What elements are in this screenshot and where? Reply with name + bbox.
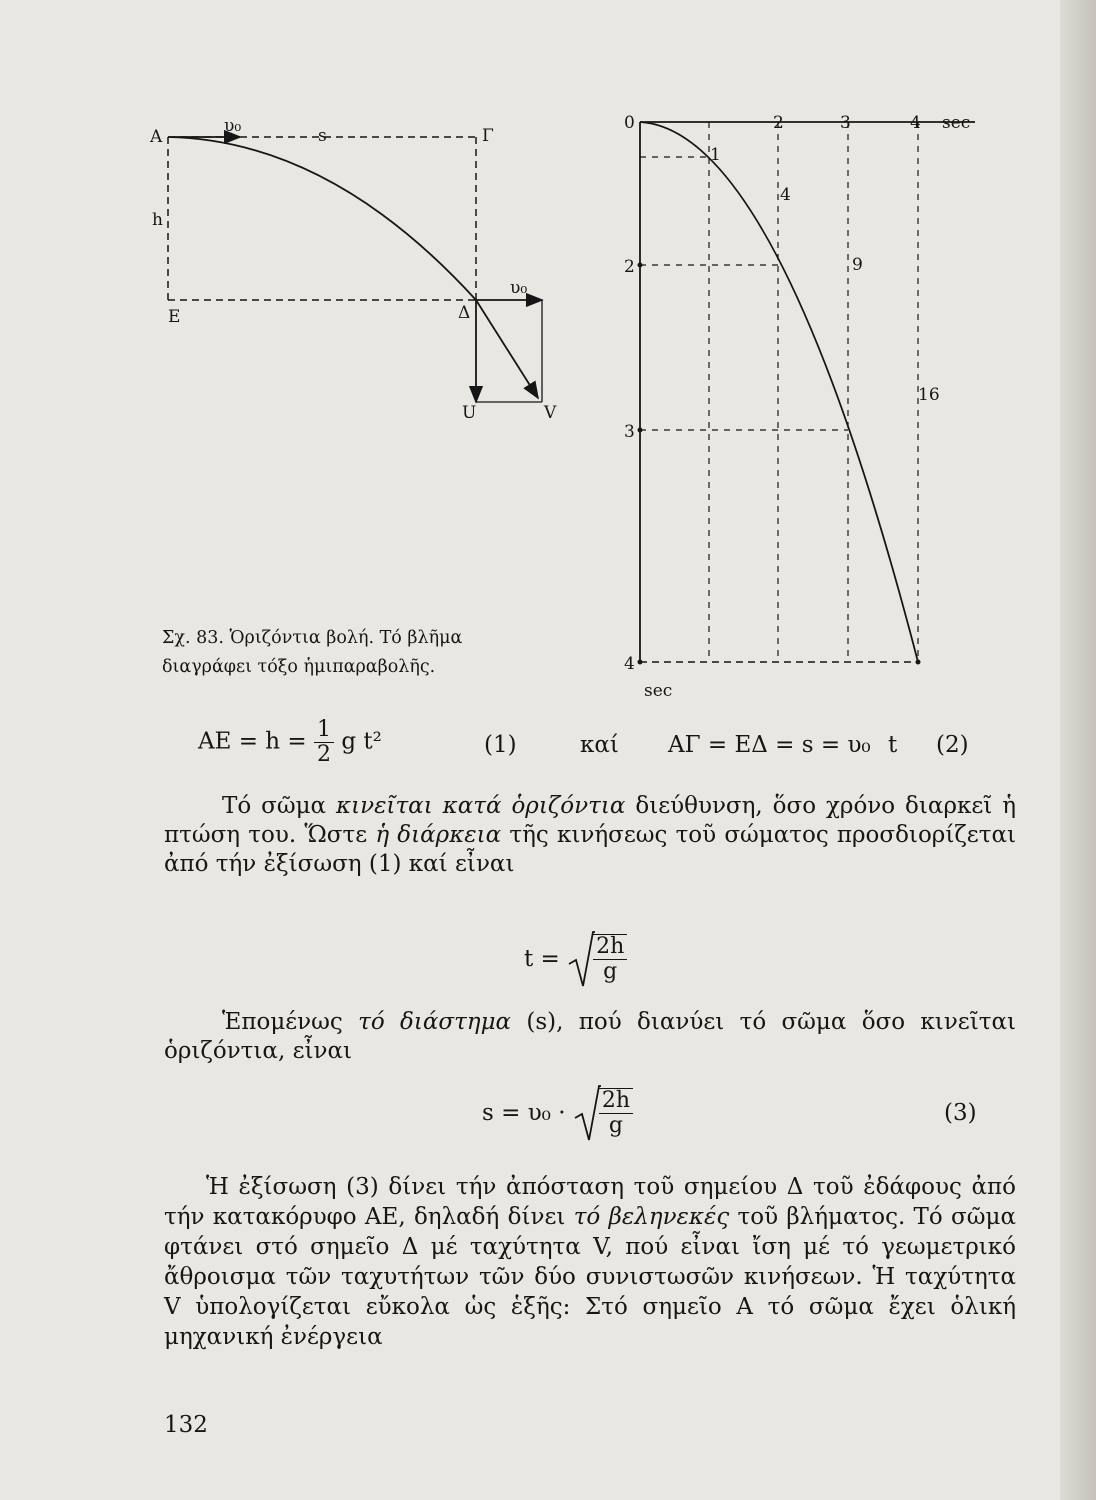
p3-c: τοῦ βλήματος. Τό σῶμα φτάνει στό σημεῖο Δ μέ ταχύτητα V, πού εἶναι ἴση μέ τό γεωμετρικό ἄθροισμα τῶν ταχυτήτων τῶν δύο συνιστωσῶν κινήσεων. Ἡ ταχύτητα V ὑπολογίζεται εὔκολα ὡς ἑξῆς: Στό σημεῖο A τό σῶμα ἔχει ὁλική μηχανική ἐνέργεια <box>164 1204 1016 1350</box>
label-E: E <box>168 307 181 327</box>
ytick-3: 3 <box>624 422 635 442</box>
paragraph-distance <box>164 1008 1016 1066</box>
eq2-rhs: AΓ = EΔ = s = υ₀ <box>668 732 871 758</box>
paragraph-velocity <box>164 1172 1016 1352</box>
eq3-den: g <box>608 1113 623 1138</box>
eq3-tag: (3) <box>944 1100 977 1126</box>
p2-c: (s), πού διανύει τό σῶμα ὅσο κινεῖται ὁριζόντια, εἶναι <box>164 1009 1017 1064</box>
p3-b: τό βεληνεκές <box>573 1204 730 1230</box>
eq-conj: καί <box>580 732 619 758</box>
tick-3: 3 <box>840 113 851 133</box>
caption-line-1: Σχ. 83. Ὁριζόντια βολή. Τό βλῆμα <box>162 628 463 648</box>
p1-d: ἡ διάρκεια <box>375 822 502 848</box>
caption-line-2: διαγράφει τόξο ἡμιπαραβολῆς. <box>162 657 436 677</box>
eq1-num: 1 <box>314 718 334 743</box>
eq3-num: 2h <box>599 1089 633 1114</box>
unit-sec-top: sec <box>942 113 971 133</box>
label-A: A <box>150 127 163 147</box>
label-s: s <box>318 126 327 146</box>
label-U: U <box>462 403 477 423</box>
tick-0: 0 <box>624 113 635 133</box>
label-h: h <box>152 210 163 230</box>
equation-range <box>482 1084 633 1142</box>
eq-t-den: g <box>603 959 618 984</box>
tick-2: 2 <box>773 113 784 133</box>
label-gamma: Γ <box>482 126 494 146</box>
disp-1: 1 <box>710 145 721 165</box>
eq3-lhs: s = υ₀ · <box>482 1100 566 1126</box>
eq2-t: t <box>888 732 898 758</box>
equation-time <box>524 930 627 988</box>
sqrt-sign-1 <box>567 930 595 988</box>
eq1-rest: g t² <box>341 728 382 755</box>
figure-caption <box>162 624 582 682</box>
eq2-tag: (2) <box>936 732 969 758</box>
sqrt-sign-2 <box>573 1084 601 1142</box>
p1-e: τῆς κινήσεως τοῦ σώματος προσδιορίζεται ἀπό τήν ἐξίσωση (1) καί εἶναι <box>164 822 1016 877</box>
eq-t-lhs: t = <box>524 946 560 972</box>
disp-4: 4 <box>780 185 791 205</box>
p3-a: Ἡ ἐξίσωση (3) δίνει τήν ἀπόσταση τοῦ σημείου Δ τοῦ ἐδάφους ἀπό τήν κατακόρυφο AE, δηλαδή δίνει <box>164 1174 1016 1230</box>
p1-b: κινεῖται κατά ὁριζόντια <box>336 793 626 819</box>
paragraph-duration <box>164 792 1016 879</box>
equation-1-2 <box>198 718 382 767</box>
eq-t-fraction <box>593 934 627 984</box>
p1-c: διεύθυνση, ὅσο χρόνο διαρκεῖ ἡ πτώση του. Ὥστε <box>164 793 1016 848</box>
label-u0-mid: υ₀ <box>510 278 528 298</box>
disp-9: 9 <box>852 255 863 275</box>
eq1-den: 2 <box>317 742 332 767</box>
tick-4: 4 <box>910 113 921 133</box>
ytick-4: 4 <box>624 654 635 674</box>
page-number: 132 <box>164 1412 208 1438</box>
eq1-fraction <box>314 718 334 767</box>
eq1-tag: (1) <box>484 732 517 758</box>
label-delta: Δ <box>458 303 471 323</box>
eq-t-num: 2h <box>593 935 627 960</box>
eq1-lhs: AE = h = <box>198 728 307 755</box>
p2-a: Ἑπομένως <box>222 1009 359 1035</box>
p2-b: τό διάστημα <box>358 1009 512 1035</box>
label-u0-top: υ₀ <box>224 116 242 136</box>
p1-a: Τό σῶμα <box>222 793 336 819</box>
label-V: V <box>544 403 557 423</box>
eq3-fraction <box>599 1088 633 1138</box>
ytick-2: 2 <box>624 257 635 277</box>
disp-16: 16 <box>918 385 940 405</box>
unit-sec-bottom: sec <box>644 681 673 701</box>
